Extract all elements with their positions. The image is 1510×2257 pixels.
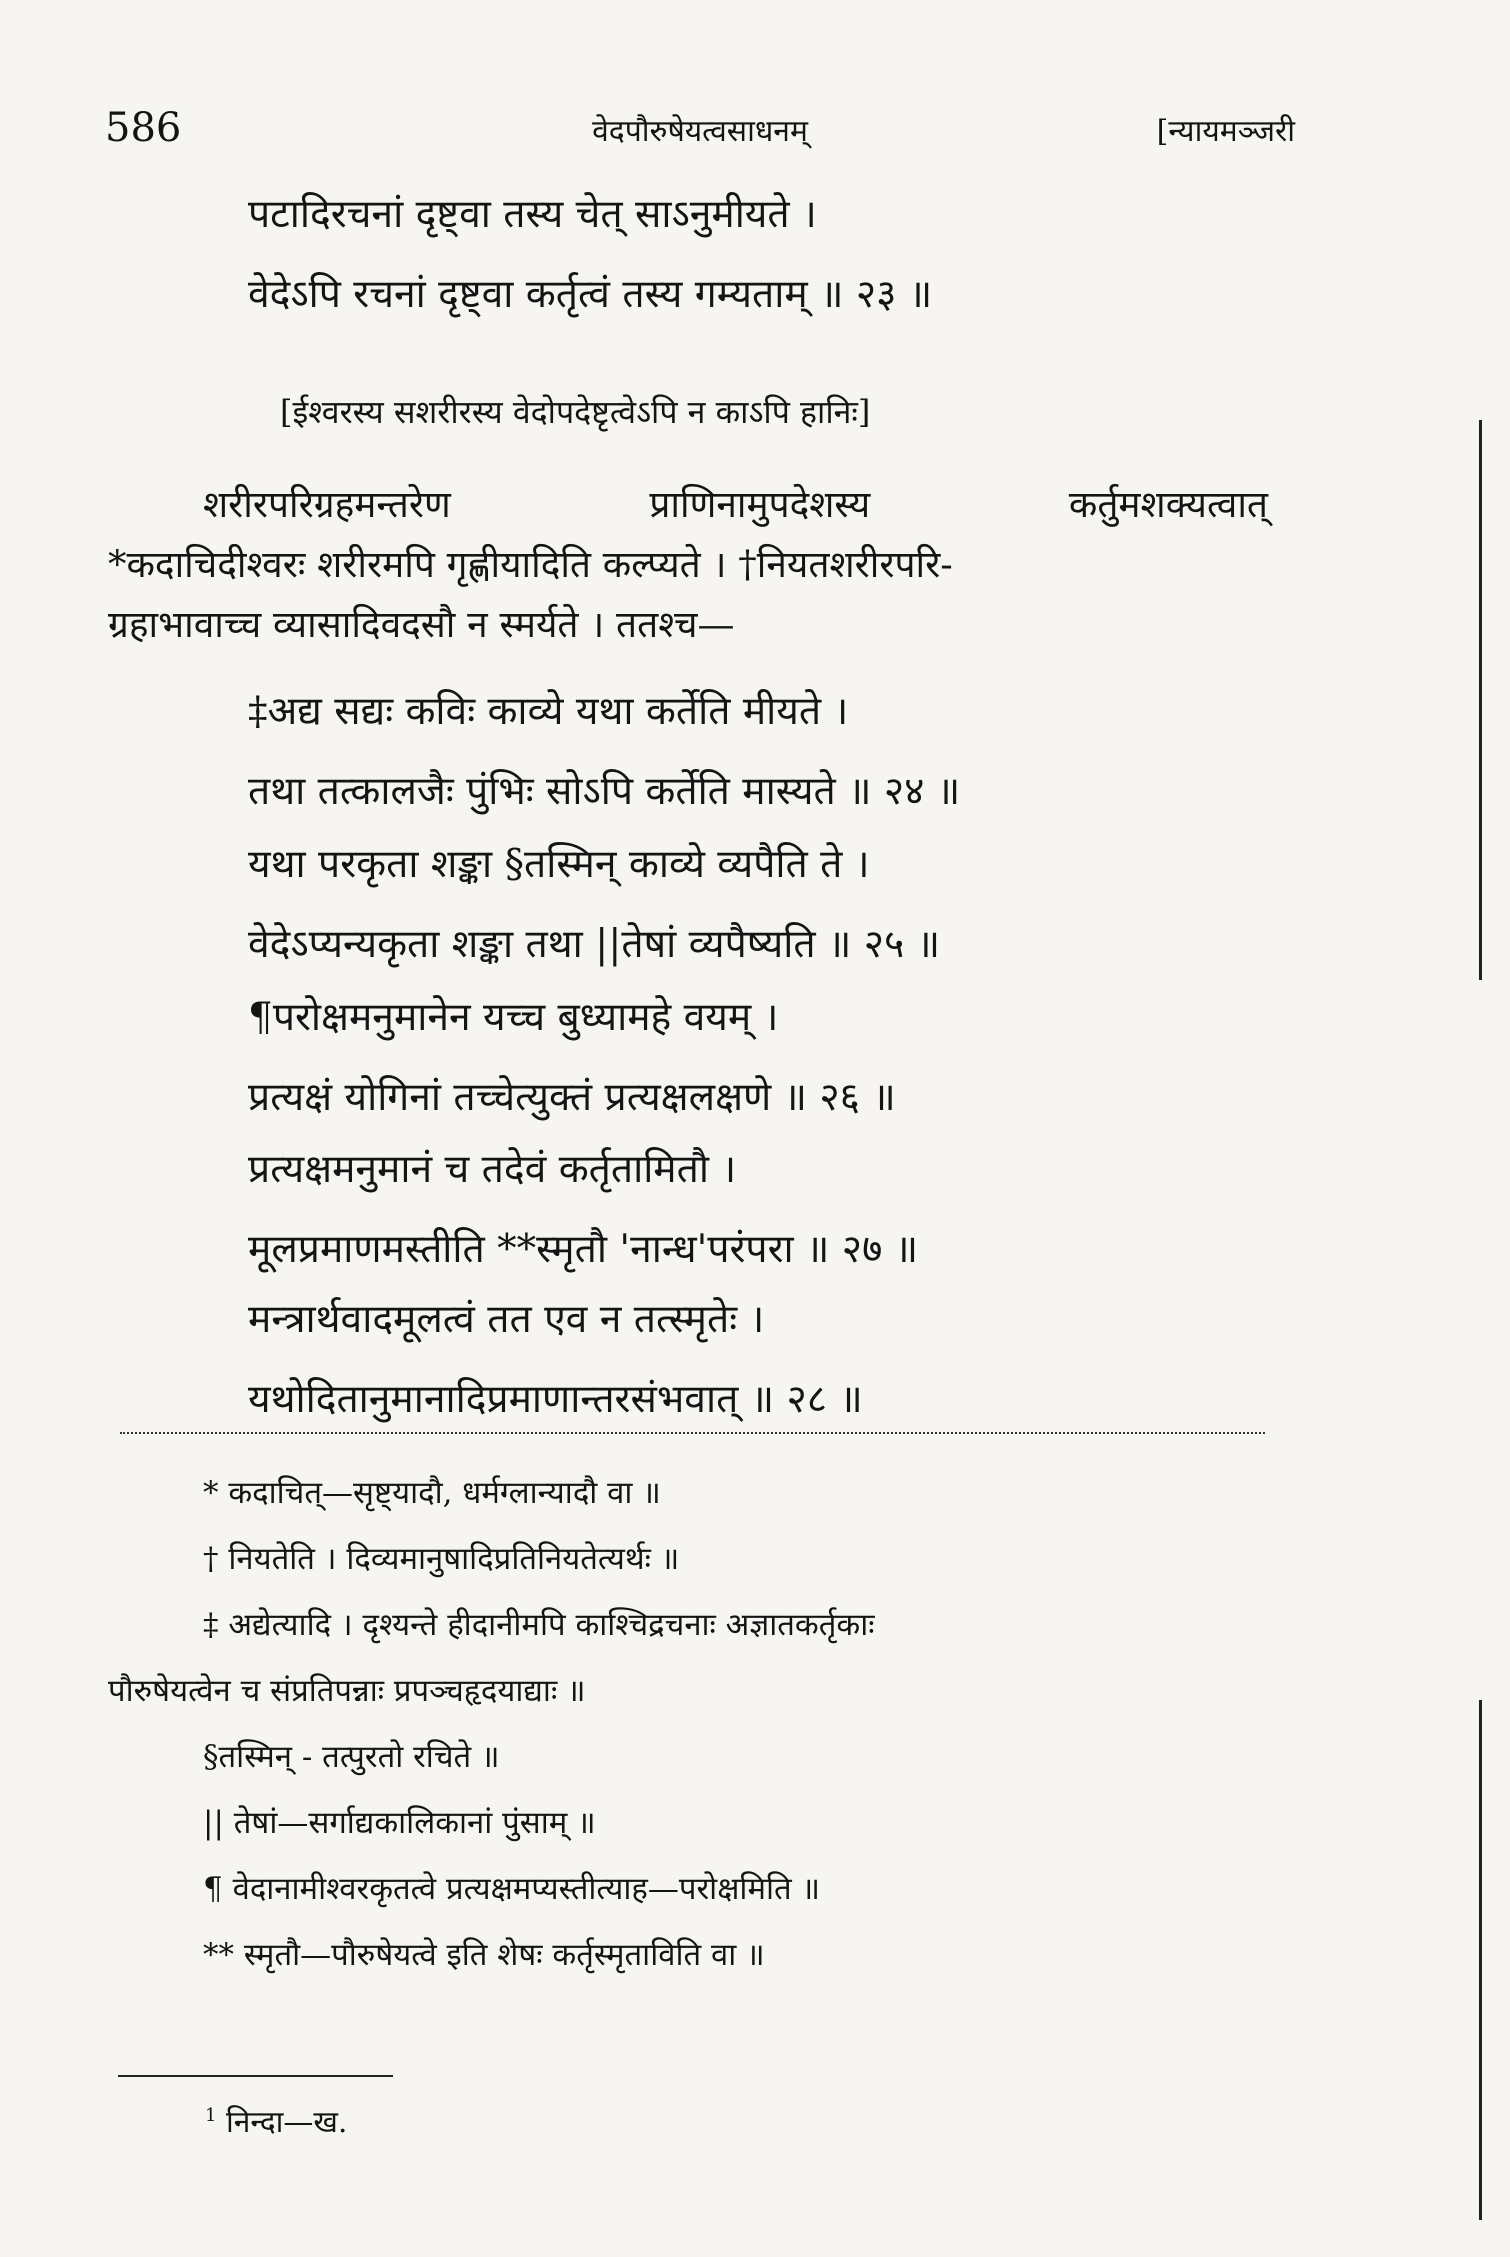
verse-line: वेदेऽप्यन्यकृता शङ्का तथा ||तेषां व्यपैष्यति ॥ २५ ॥ [248, 922, 941, 967]
verse-24 [248, 672, 960, 832]
verse-28 [248, 1280, 863, 1440]
footnote: ¶ वेदानामीश्वरकृतत्वे प्रत्यक्षमप्यस्तीत्याह—परोक्षमिति ॥ [203, 1871, 821, 1907]
verse-26 [248, 978, 896, 1138]
prose-line: ग्रहाभावाच्च व्यासादिवदसौ न स्मर्यते । ततश्च— [108, 603, 735, 646]
footnote-divider [120, 1432, 1265, 1434]
page-edge-shadow [1479, 1700, 1482, 2220]
footnote: || तेषां—सर्गाद्यकालिकानां पुंसाम् ॥ [203, 1805, 596, 1841]
footnote: §तस्मिन् - तत्पुरतो रचिते ॥ [203, 1739, 500, 1775]
prose-line: शरीरपरिग्रहमन्तरेण प्राणिनामुपदेशस्य कर्तुमशक्यत्वात् [203, 483, 1268, 526]
variant-note-rule [118, 2075, 393, 2077]
verse-line: पटादिरचनां दृष्ट्वा तस्य चेत् साऽनुमीयते । [248, 192, 817, 237]
running-title: वेदपौरुषेयत्वसाधनम् [592, 114, 808, 149]
footnotes [108, 1460, 1278, 1988]
verse-27 [248, 1130, 918, 1290]
page-header [105, 105, 1295, 165]
footnote: ** स्मृतौ—पौरुषेयत्वे इति शेषः कर्तृस्मृताविति वा ॥ [203, 1937, 765, 1973]
verse-line: मूलप्रमाणमस्तीति **स्मृतौ 'नान्ध'परंपरा ॥ २७ ॥ [248, 1227, 919, 1272]
footnote: * कदाचित्—सृष्ट्यादौ, धर्मग्लान्यादौ वा ॥ [203, 1475, 661, 1511]
verse-line: ¶परोक्षमनुमानेन यच्च बुध्यामहे वयम् । [248, 995, 779, 1040]
verse-line: ‡अद्य सद्यः कविः काव्ये यथा कर्तेति मीयते । [248, 689, 849, 734]
verse-line: मन्त्रार्थवादमूलत्वं तत एव न तत्स्मृतेः । [248, 1297, 765, 1342]
verse-line: प्रत्यक्षं योगिनां तच्चेत्युक्तं प्रत्यक्षलक्षणे ॥ २६ ॥ [248, 1075, 896, 1120]
section-heading: [ईश्वरस्य सशरीरस्य वेदोपदेष्टृत्वेऽपि न काऽपि हानिः] [280, 393, 871, 431]
prose-paragraph [108, 475, 1268, 655]
verse-line: वेदेऽपि रचनां दृष्ट्वा कर्तृत्वं तस्य गम्यताम् ॥ २३ ॥ [248, 272, 933, 317]
verse-line: तथा तत्कालजैः पुंभिः सोऽपि कर्तेति मास्यते ॥ २४ ॥ [248, 769, 961, 814]
page-edge-shadow [1479, 420, 1482, 980]
footnote: ‡ अद्येत्यादि । दृश्यन्ते हीदानीमपि काश्चिद्रचनाः अज्ञातकर्तृकाः [203, 1607, 875, 1643]
variant-note-marker: 1 [205, 2105, 217, 2126]
footnote: † नियतेति । दिव्यमानुषादिप्रतिनियतेत्यर्थः ॥ [203, 1541, 680, 1577]
header-right-title: [न्यायमञ्जरी [1156, 114, 1295, 149]
variant-note [205, 2100, 347, 2141]
variant-note-text: निन्दा—ख. [226, 2105, 348, 2140]
verse-25 [248, 825, 940, 985]
verse-line: प्रत्यक्षमनुमानं च तदेवं कर्तृतामितौ । [248, 1147, 737, 1192]
verse-line: यथा परकृता शङ्का §तस्मिन् काव्ये व्यपैति ते । [248, 842, 870, 887]
footnote-continuation: पौरुषेयत्वेन च संप्रतिपन्नाः प्रपञ्चहृदयाद्याः ॥ [108, 1673, 586, 1709]
verse-line: यथोदितानुमानादिप्रमाणान्तरसंभवात् ॥ २८ ॥ [248, 1377, 863, 1422]
page-number: 586 [105, 105, 182, 151]
verse-23 [248, 175, 932, 335]
prose-line: *कदाचिदीश्वरः शरीरमपि गृह्णीयादिति कल्प्यते । †नियतशरीरपरि- [108, 543, 953, 586]
